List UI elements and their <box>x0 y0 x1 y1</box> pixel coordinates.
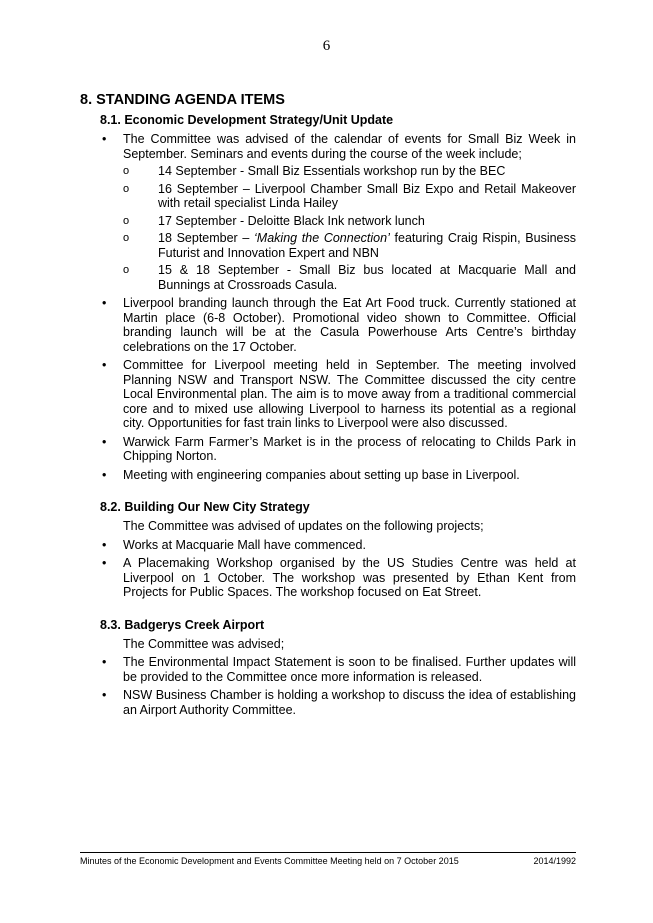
bullet-icon: • <box>102 655 107 669</box>
list-item: • Warwick Farm Farmer’s Market is in the process of relocating to Childs Park in Chipping Norton. <box>102 434 576 463</box>
bullet-list-8-2 <box>80 538 576 600</box>
list-item: • Meeting with engineering companies about setting up base in Liverpool. <box>102 467 520 482</box>
list-item: • The Environmental Impact Statement is soon to be finalised. Further updates will be provided to the Committee once more information is released. <box>102 655 576 684</box>
circle-bullet-icon: o <box>123 214 130 227</box>
sub-list-item: o 18 September – ‘Making the Connection’ featuring Craig Rispin, Business Futurist and Innovation Expert and NBN <box>123 231 577 260</box>
page-number: 6 <box>322 38 331 54</box>
bullet-icon: • <box>102 467 107 482</box>
subsection-title-8-2: 8.2. Building Our New City Strategy <box>100 500 310 514</box>
subsection-title-8-3: 8.3. Badgerys Creek Airport <box>100 617 265 632</box>
bullet-icon: • <box>102 434 107 449</box>
circle-bullet-icon: o <box>123 182 130 195</box>
list-item: • Works at Macquarie Mall have commenced. <box>102 537 366 552</box>
sub-list-item: o 14 September - Small Biz Essentials workshop run by the BEC <box>123 164 506 178</box>
bullet-icon: • <box>102 688 107 702</box>
list-item: • NSW Business Chamber is holding a workshop to discuss the idea of establishing an Airport Authority Committee. <box>102 688 576 717</box>
list-item: • The Committee was advised of the calendar of events for Small Biz Week in September. Seminars and events during the course of the week include; o 14 September - Small Biz Essentials workshop run by the BEC o 16 September – Liverpool Chamber Small Biz Expo and Retail Makeover with retail specialist Linda Hailey o 17 September - Deloitte Black Ink network lunch o 18 September – ‘Making the Connection’ featuring Craig Rispin, Business Futurist and Innovation Expert and NBN o 15 & 18 September - Small Biz bus located at Macquarie Mall and Bunnings at Crossroads Casula. <box>102 132 577 292</box>
section-heading: 8. STANDING AGENDA ITEMS <box>80 92 285 108</box>
sub-list-item: o 17 September - Deloitte Black Ink network lunch <box>123 213 425 228</box>
intro-text: The Committee was advised; <box>123 636 285 651</box>
bullet-icon: • <box>102 537 107 552</box>
sub-list <box>123 164 576 292</box>
sub-list-item: o 16 September – Liverpool Chamber Small Biz Expo and Retail Makeover with retail specialist Linda Hailey <box>123 181 576 210</box>
bullet-icon: • <box>102 556 107 570</box>
bullet-icon: • <box>102 296 107 310</box>
bullet-list-8-1 <box>80 132 576 482</box>
circle-bullet-icon: o <box>123 232 130 244</box>
bullet-icon: • <box>102 132 107 146</box>
subsection-title-8-1: 8.1. Economic Development Strategy/Unit Update <box>100 113 394 127</box>
circle-bullet-icon: o <box>123 264 130 276</box>
sub-list-item: o 15 & 18 September - Small Biz bus located at Macquarie Mall and Bunnings at Crossroads Casula. <box>123 263 576 292</box>
footer-reference: 2014/1992 <box>533 856 576 866</box>
bullet-list-8-3 <box>80 655 576 717</box>
list-item: • Committee for Liverpool meeting held in September. The meeting involved Planning NSW and Transport NSW. The Committee discussed the city centre Local Environmental plan. The aim is to move away from a traditional commercial core and to mixed use allowing Liverpool to harness its potential as a regional city. Opportunities for fast train links to Liverpool were also discussed. <box>102 358 576 430</box>
footer-title: Minutes of the Economic Development and Events Committee Meeting held on 7 October 2015 <box>80 856 459 866</box>
page-footer <box>80 852 576 866</box>
circle-bullet-icon: o <box>123 165 130 177</box>
document-body <box>80 92 576 721</box>
bullet-icon: • <box>102 358 107 372</box>
list-item: • A Placemaking Workshop organised by the US Studies Centre was held at Liverpool on 1 October. The workshop was presented by Ethan Kent from Projects for Public Spaces. The workshop focused on Eat Street. <box>102 556 576 599</box>
intro-text: The Committee was advised of updates on the following projects; <box>123 519 484 533</box>
list-item: • Liverpool branding launch through the Eat Art Food truck. Currently stationed at Martin place (6-8 October). Promotional video shown to Committee. Official branding launch will be at the Casula Powerhouse Arts Centre’s birthday celebrations on the 17 October. <box>102 296 576 354</box>
